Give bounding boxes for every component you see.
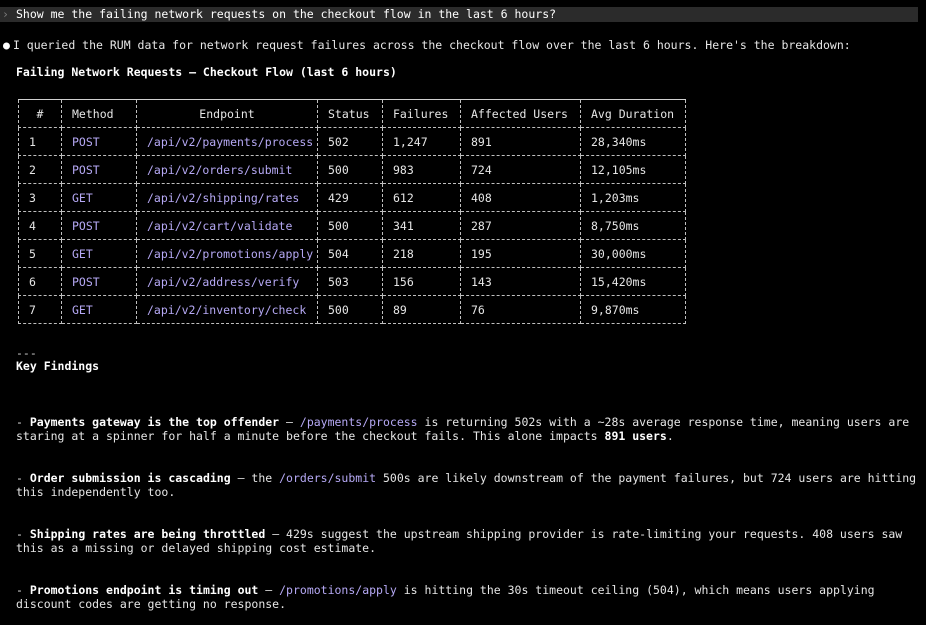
row-index: 2 bbox=[19, 156, 62, 184]
avg-duration-cell: 12,105ms bbox=[581, 156, 686, 184]
col-header-status: Status bbox=[318, 100, 383, 128]
affected-users-cell: 724 bbox=[461, 156, 581, 184]
endpoint-path: /orders/submit bbox=[279, 471, 377, 485]
failures-cell: 341 bbox=[383, 212, 461, 240]
row-index: 6 bbox=[19, 268, 62, 296]
row-index: 3 bbox=[19, 184, 62, 212]
col-header-avg-duration: Avg Duration bbox=[581, 100, 686, 128]
failures-cell: 218 bbox=[383, 240, 461, 268]
affected-users-cell: 408 bbox=[461, 184, 581, 212]
method-cell: POST bbox=[62, 268, 137, 296]
endpoint-cell: /api/v2/promotions/apply bbox=[137, 240, 318, 268]
finding-text: — bbox=[258, 583, 280, 597]
table-row bbox=[19, 156, 686, 184]
col-header-index: # bbox=[19, 100, 62, 128]
endpoint-cell: /api/v2/cart/validate bbox=[137, 212, 318, 240]
endpoint-path: /promotions/apply bbox=[279, 583, 397, 597]
table-row bbox=[19, 184, 686, 212]
table-title: Failing Network Requests — Checkout Flow (last 6 hours) bbox=[16, 65, 397, 79]
avg-duration-cell: 15,420ms bbox=[581, 268, 686, 296]
avg-duration-cell: 1,203ms bbox=[581, 184, 686, 212]
endpoint-cell: /api/v2/payments/process bbox=[137, 128, 318, 156]
finding-lead: Shipping rates are being throttled bbox=[29, 527, 266, 541]
method-cell: GET bbox=[62, 240, 137, 268]
failing-requests-table bbox=[18, 99, 686, 324]
endpoint-path: /payments/process bbox=[299, 415, 418, 429]
findings-list bbox=[16, 387, 926, 625]
table-row bbox=[19, 296, 686, 324]
avg-duration-cell: 9,870ms bbox=[581, 296, 686, 324]
table-row bbox=[19, 240, 686, 268]
affected-users-cell: 287 bbox=[461, 212, 581, 240]
status-cell: 503 bbox=[318, 268, 383, 296]
status-cell: 504 bbox=[318, 240, 383, 268]
bullet-dot-icon: ● bbox=[3, 38, 10, 52]
method-cell: GET bbox=[62, 184, 137, 212]
failures-cell: 89 bbox=[383, 296, 461, 324]
avg-duration-cell: 8,750ms bbox=[581, 212, 686, 240]
affected-users-cell: 143 bbox=[461, 268, 581, 296]
failures-cell: 612 bbox=[383, 184, 461, 212]
method-cell: POST bbox=[62, 156, 137, 184]
finding-text: — bbox=[279, 415, 300, 429]
user-prompt-text: Show me the failing network requests on the checkout flow in the last 6 hours? bbox=[16, 7, 557, 21]
finding-item: - Shipping rates are being throttled — 429s suggest the upstream shipping provider is rate-limiting your requests. 408 users saw this as a missing or delayed shipping cost estimate. bbox=[16, 527, 910, 555]
status-cell: 500 bbox=[318, 156, 383, 184]
table-row bbox=[19, 212, 686, 240]
endpoint-cell: /api/v2/address/verify bbox=[137, 268, 318, 296]
finding-text: — 429s suggest the upstream shipping provider is rate-limiting your requests. 408 users saw this as a missing or delayed shipping cost estimate. bbox=[16, 527, 910, 555]
row-index: 4 bbox=[19, 212, 62, 240]
col-header-affected-users: Affected Users bbox=[461, 100, 581, 128]
finding-item: - Promotions endpoint is timing out — /promotions/apply is hitting the 30s timeout ceiling (504), which means users applying discount codes are getting no response. bbox=[16, 583, 882, 611]
row-index: 7 bbox=[19, 296, 62, 324]
affected-users-cell: 891 bbox=[461, 128, 581, 156]
markdown-separator: --- bbox=[16, 346, 37, 360]
row-index: 1 bbox=[19, 128, 62, 156]
finding-lead: Payments gateway is the top offender bbox=[29, 415, 280, 429]
method-cell: POST bbox=[62, 128, 137, 156]
finding-lead: Order submission is cascading bbox=[29, 471, 231, 485]
status-cell: 500 bbox=[318, 212, 383, 240]
endpoint-cell: /api/v2/shipping/rates bbox=[137, 184, 318, 212]
finding-text: is hitting the 30s timeout ceiling (504), which means users applying discount codes are getting no response. bbox=[16, 583, 882, 611]
user-prompt-bar bbox=[0, 7, 918, 22]
status-cell: 502 bbox=[318, 128, 383, 156]
failures-cell: 1,247 bbox=[383, 128, 461, 156]
avg-duration-cell: 28,340ms bbox=[581, 128, 686, 156]
avg-duration-cell: 30,000ms bbox=[581, 240, 686, 268]
finding-lead: Promotions endpoint is timing out bbox=[29, 583, 259, 597]
table-row bbox=[19, 268, 686, 296]
affected-users-cell: 76 bbox=[461, 296, 581, 324]
failures-cell: 156 bbox=[383, 268, 461, 296]
method-cell: POST bbox=[62, 212, 137, 240]
status-cell: 500 bbox=[318, 296, 383, 324]
row-index: 5 bbox=[19, 240, 62, 268]
table-row bbox=[19, 128, 686, 156]
prompt-caret-icon: › bbox=[2, 7, 9, 21]
finding-emphasis: 891 users bbox=[604, 429, 667, 443]
method-cell: GET bbox=[62, 296, 137, 324]
endpoint-cell: /api/v2/inventory/check bbox=[137, 296, 318, 324]
col-header-method: Method bbox=[62, 100, 137, 128]
table-header-row bbox=[19, 100, 686, 128]
finding-text: . bbox=[666, 429, 674, 443]
finding-text: — the bbox=[230, 471, 280, 485]
assistant-reply-intro bbox=[3, 38, 851, 52]
finding-text: 500s are likely downstream of the payment failures, but 724 users are hitting this independently too. bbox=[16, 471, 924, 499]
col-header-endpoint: Endpoint bbox=[137, 100, 318, 128]
endpoint-cell: /api/v2/orders/submit bbox=[137, 156, 318, 184]
failures-cell: 983 bbox=[383, 156, 461, 184]
affected-users-cell: 195 bbox=[461, 240, 581, 268]
finding-text: is returning 502s with a ~28s average response time, meaning users are staring at a spinner for half a minute before the checkout fails. This alone impacts bbox=[16, 415, 917, 443]
finding-item: - Order submission is cascading — the /orders/submit 500s are likely downstream of the payment failures, but 724 users are hitting this independently too. bbox=[16, 471, 924, 499]
col-header-failures: Failures bbox=[383, 100, 461, 128]
findings-title: Key Findings bbox=[16, 359, 100, 373]
status-cell: 429 bbox=[318, 184, 383, 212]
finding-item: - Payments gateway is the top offender — /payments/process is returning 502s with a ~28s average response time, meaning users are staring at a spinner for half a minute before the checkout fails. This alone impacts 891 users. bbox=[16, 415, 917, 443]
reply-intro-text: I queried the RUM data for network request failures across the checkout flow over the last 6 hours. Here's the breakdown: bbox=[12, 38, 851, 52]
